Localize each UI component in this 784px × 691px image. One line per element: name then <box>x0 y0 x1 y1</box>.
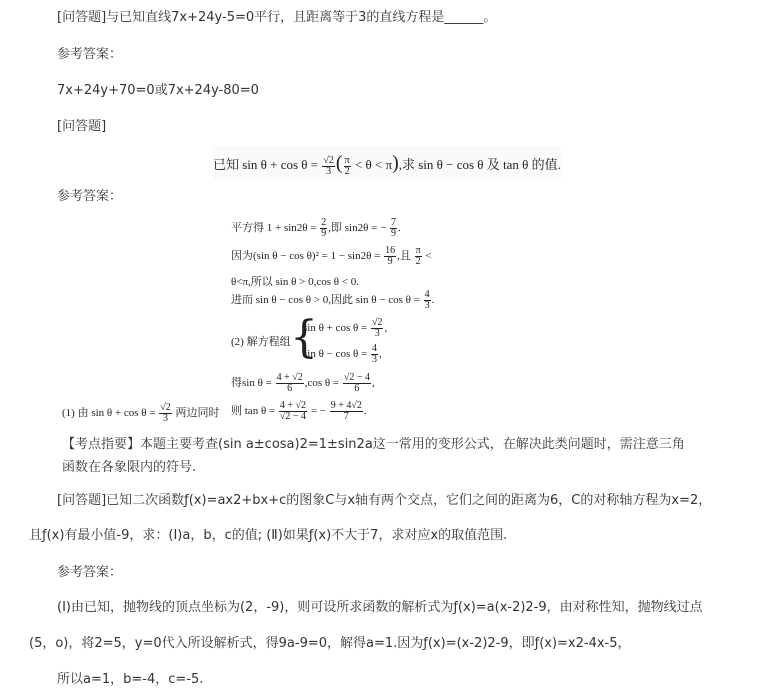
solution-system-eq1 <box>303 318 387 339</box>
sol-l1-frac2-den: 9 <box>391 228 397 239</box>
answer-3-line-3: 所以a=1，b=-4，c=-5. <box>57 672 204 687</box>
sol-l7-frac2-num: 9 + 4√2 <box>330 400 362 411</box>
sol-l4-frac-num: 4 <box>424 289 430 300</box>
q2-frac1-num: √2 <box>323 154 334 166</box>
answer-label-1: 参考答案： <box>57 47 123 62</box>
tip-line-1: 【考点指要】本题主要考查(sin a±cosa)2=1±sin2a这一常用的变形公式，在解决此类问题时，需注意三角 <box>62 437 685 452</box>
q2-paren-close: ) <box>392 152 399 174</box>
sol-eq2-frac-num: 4 <box>371 343 377 354</box>
sol-l1-c: . <box>398 222 401 235</box>
solution-line-3: θ<π,所以 sin θ > 0,cos θ < 0. <box>231 276 359 288</box>
sol-l2-a: 因为(sin θ − cos θ)² = 1 − sin2θ = <box>231 250 384 263</box>
question-2-label: [问答题] <box>57 119 107 134</box>
sol-l7-frac2 <box>330 401 363 422</box>
sol-l6-c: , <box>371 377 375 390</box>
sol-l2-frac2 <box>415 246 422 267</box>
sol-l1-frac-den: 9 <box>321 228 327 239</box>
question-1-text: [问答题]与已知直线7x+24y-5=0平行，且距离等于3的直线方程是______。 <box>57 10 497 25</box>
sol-l7-left-b: 两边同时 <box>172 407 220 420</box>
sol-eq1-a: sin θ + cos θ = <box>303 322 370 335</box>
q2-frac2-num: π <box>344 154 350 166</box>
solution-line-2 <box>231 246 432 267</box>
sol-l7-frac <box>279 401 307 422</box>
solution-line-7-left <box>62 403 220 424</box>
question-3-line-2: 且ƒ(x)有最小值-9，求：(Ⅰ)a，b，c的值; (Ⅱ)如果ƒ(x)不大于7，求对应x的取值范围. <box>29 528 508 543</box>
sol-l2-frac-num: 16 <box>385 245 396 256</box>
solution-line-7 <box>231 401 367 422</box>
sol-l2-c: < <box>422 250 432 263</box>
sol-eq2-a: sin θ − cos θ = <box>303 348 370 361</box>
sol-l2-frac2-num: π <box>415 245 421 256</box>
sol-l2-frac <box>384 246 396 267</box>
sol-l7-c: . <box>363 405 367 418</box>
sol-l7-frac2-den: 7 <box>343 411 349 422</box>
sol-l6-frac <box>276 373 304 394</box>
q2-frac2-den: 2 <box>344 165 350 177</box>
q2-range: < θ < π <box>351 157 393 172</box>
sol-l7-left-frac-num: √2 <box>160 402 171 413</box>
sol-l1-frac2 <box>390 218 397 239</box>
sol-eq1-frac <box>371 318 384 339</box>
sol-eq1-frac-den: 3 <box>374 328 380 339</box>
sol-eq2-frac <box>371 344 378 365</box>
answer-label-2: 参考答案： <box>57 189 123 204</box>
sol-l1-frac2-num: 7 <box>391 217 397 228</box>
solution-line-4 <box>231 290 434 311</box>
sol-l4-frac <box>424 290 431 311</box>
sol-l2-frac-den: 9 <box>387 256 393 267</box>
sol-l1-a: 平方得 1 + sin2θ = <box>231 222 320 235</box>
question-2-math <box>213 146 561 180</box>
q2-frac2 <box>344 156 351 177</box>
sol-l6-b: ,cos θ = <box>304 377 342 390</box>
solution-system-eq2 <box>303 344 382 365</box>
solution-line-1 <box>231 218 401 239</box>
q2-prefix: 已知 sin θ + cos θ = <box>213 157 322 172</box>
sol-l4-frac-den: 3 <box>424 300 430 311</box>
sol-l6-frac2 <box>343 373 371 394</box>
sol-l6-a: 得sin θ = <box>231 377 275 390</box>
sol-l6-frac2-num: √2 − 4 <box>343 372 370 383</box>
solution-system-label: (2) 解方程组 <box>231 336 291 348</box>
sol-l1-frac <box>320 218 327 239</box>
q2-frac1 <box>322 156 335 177</box>
q2-paren-open: ( <box>335 152 343 174</box>
solution-line-6 <box>231 373 375 394</box>
sol-l7-left-frac-den: 3 <box>163 413 169 424</box>
sol-l7-frac-den: √2 − 4 <box>279 411 307 422</box>
sol-eq2-b: , <box>378 348 382 361</box>
sol-l4-a: 进而 sin θ − cos θ > 0,因此 sin θ − cos θ = <box>231 294 423 307</box>
sol-l6-frac2-den: 6 <box>354 383 360 394</box>
sol-l1-b: ,即 sin2θ = − <box>328 222 390 235</box>
answer-label-3: 参考答案： <box>57 565 123 580</box>
sol-l7-a: 则 tan θ = <box>231 405 278 418</box>
sol-l4-b: . <box>431 294 435 307</box>
sol-l7-left-frac <box>159 403 172 424</box>
q2-frac1-den: 3 <box>326 165 332 177</box>
answer-3-line-2: (5，o)，将2=5，y=0代入所设解析式，得9a-9=0，解得a=1.因为ƒ(x)=(x-2)2-9，即ƒ(x)=x2-4x-5， <box>29 636 631 651</box>
answer-1-text: 7x+24y+70=0或7x+24y-80=0 <box>57 83 259 98</box>
sol-l6-frac-den: 6 <box>287 383 293 394</box>
sol-l2-frac2-den: 2 <box>415 256 421 267</box>
sol-l7-left-a: (1) 由 sin θ + cos θ = <box>62 407 159 420</box>
sol-l2-b: ,且 <box>397 250 414 263</box>
question-3-line-1: [问答题]已知二次函数ƒ(x)=ax2+bx+c的图象C与x轴有两个交点，它们之间的距离为6，C的对称轴方程为x=2， <box>57 493 712 508</box>
answer-3-line-1: (Ⅰ)由已知，抛物线的顶点坐标为(2，-9)，则可设所求函数的解析式为ƒ(x)=a(x-2)2-9，由对称性知，抛物线过点 <box>57 600 703 615</box>
sol-l6-frac-num: 4 + √2 <box>276 372 303 383</box>
sol-eq1-frac-num: √2 <box>371 317 383 328</box>
sol-l7-frac-num: 4 + √2 <box>279 400 307 411</box>
sol-l7-b: = − <box>308 405 329 418</box>
system-brace: { <box>290 312 318 363</box>
sol-eq1-b: , <box>384 322 388 335</box>
sol-eq2-frac-den: 3 <box>371 354 377 365</box>
tip-line-2: 函数在各象限内的符号. <box>62 460 197 475</box>
q2-suffix: ,求 sin θ − cos θ 及 tan θ 的值. <box>398 157 561 172</box>
sol-l1-frac-num: 2 <box>321 217 327 228</box>
